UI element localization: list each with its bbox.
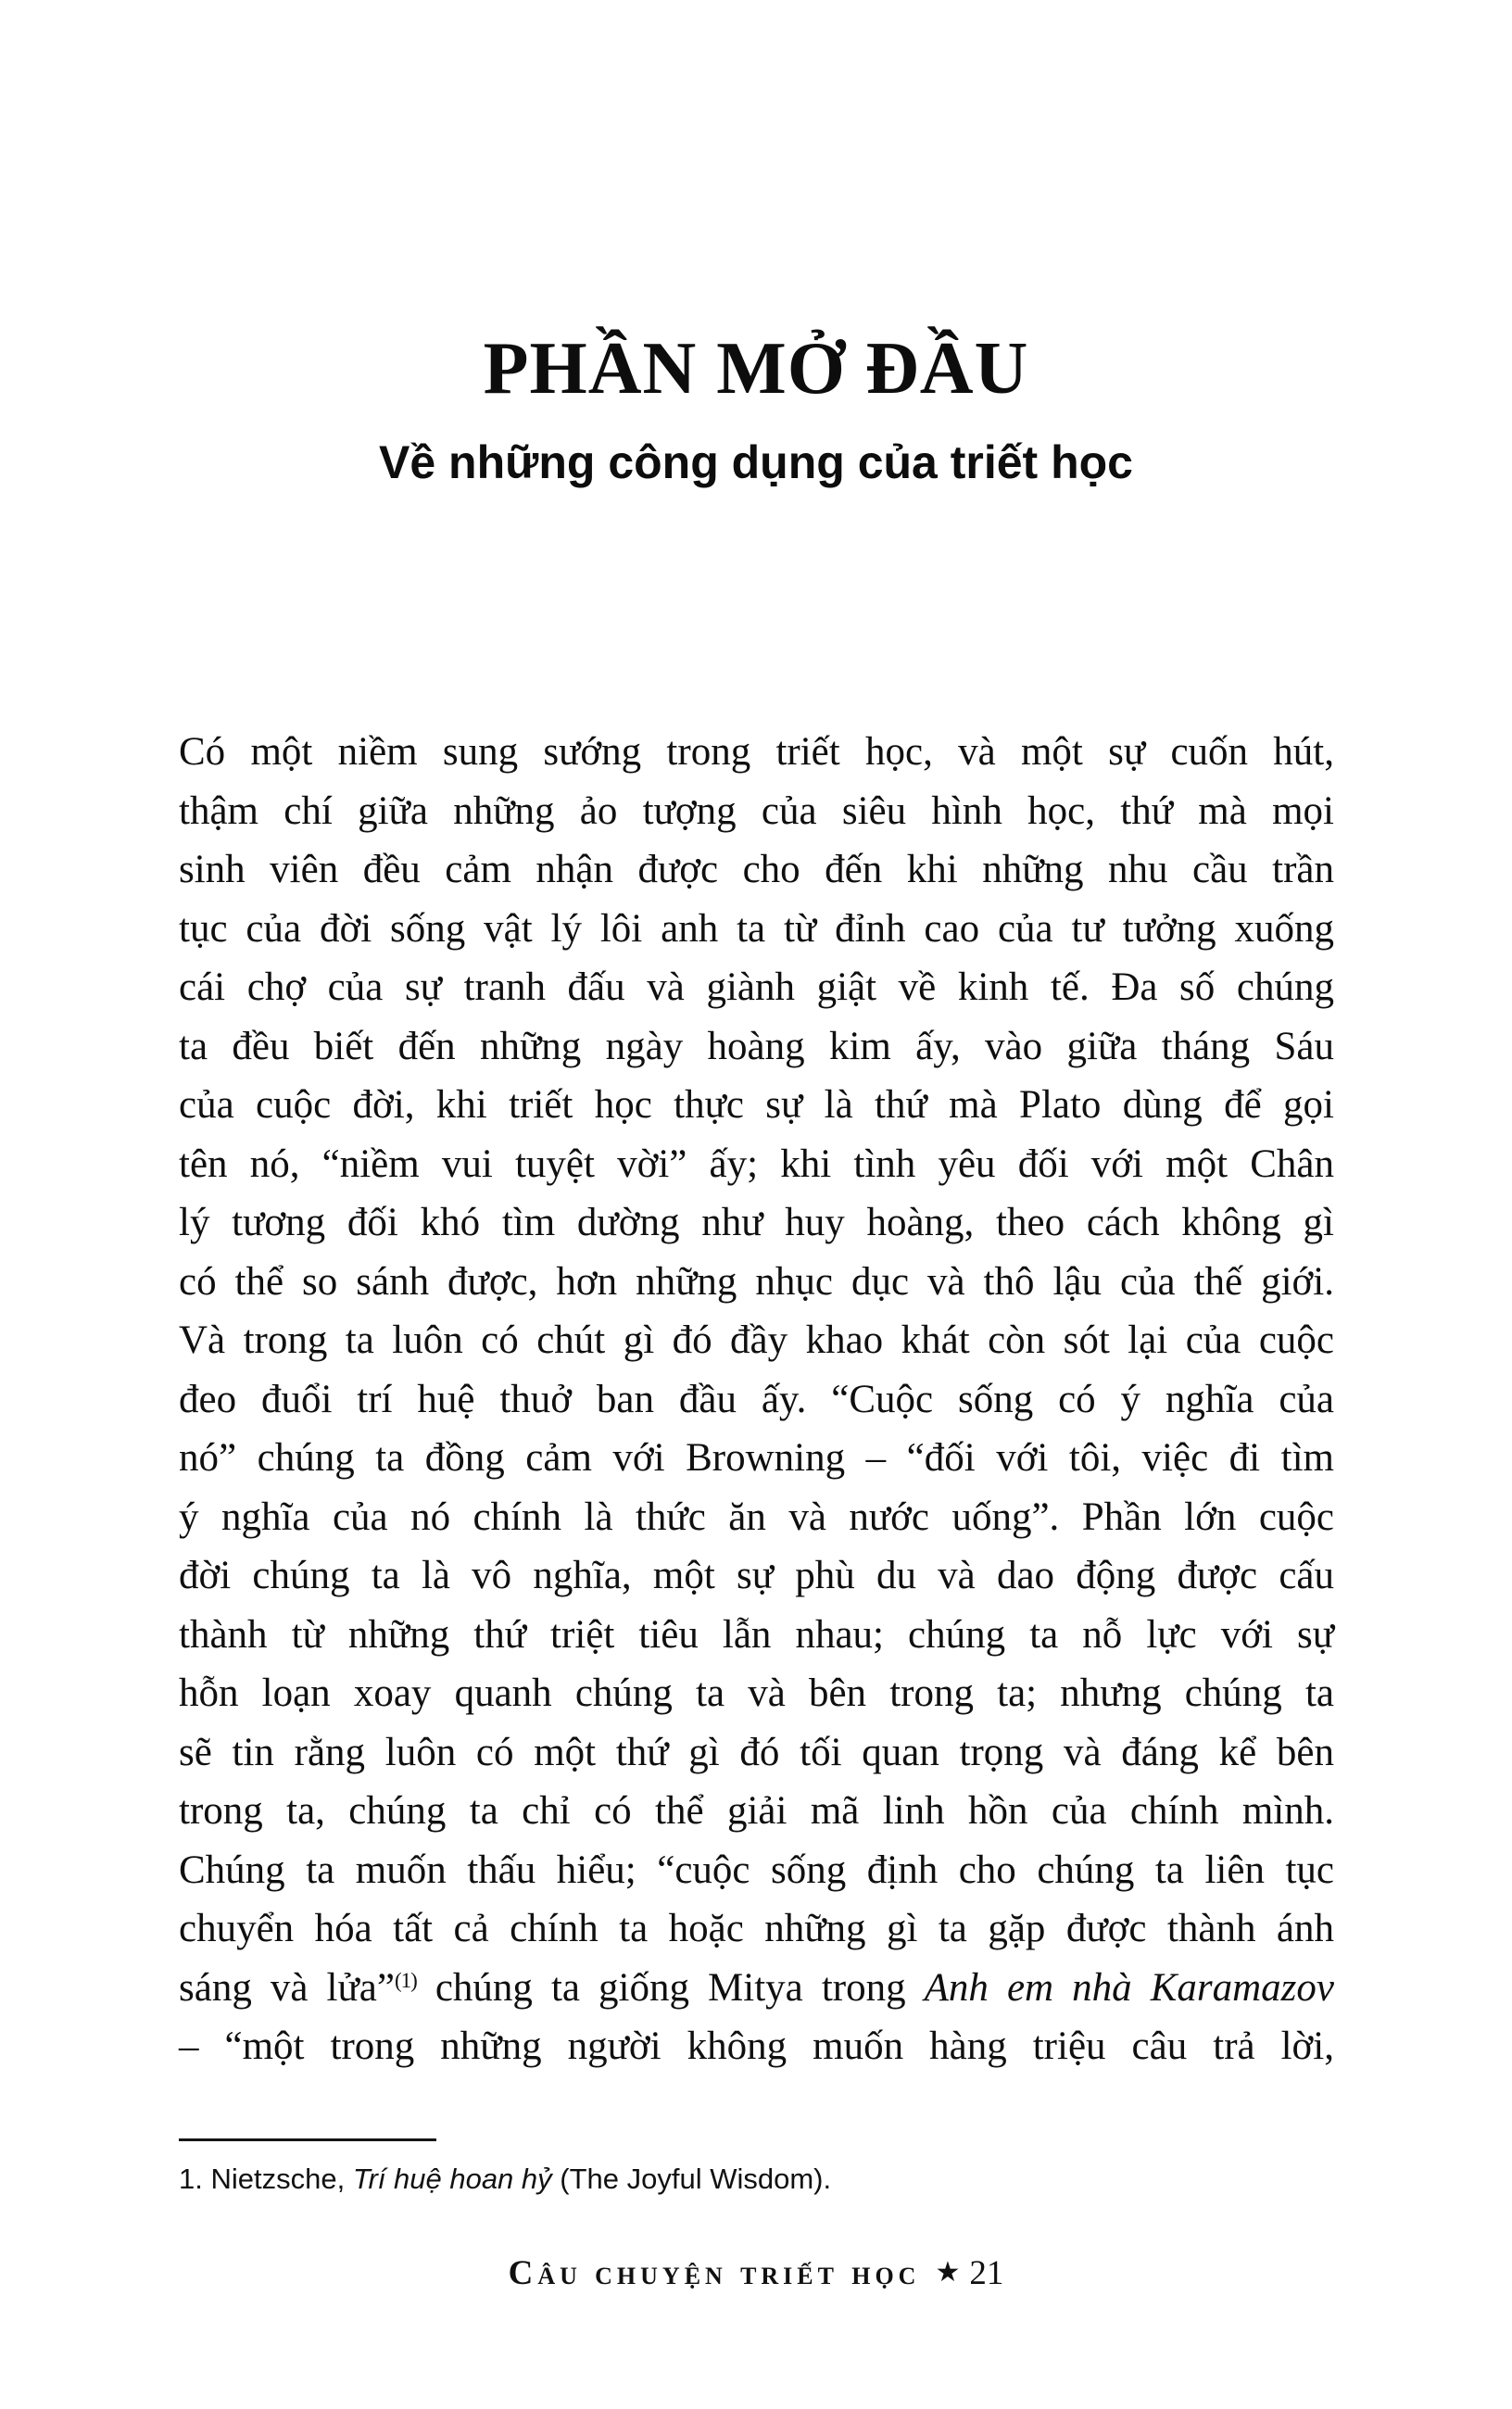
page-number: 21 — [969, 2254, 1004, 2292]
body-line: trong ta, chúng ta chỉ có thể giải mã linh hồn của chính mình. — [179, 1789, 1334, 1833]
body-text: sáng và lửa” — [179, 1965, 395, 2010]
body-line: có thể so sánh được, hơn những nhục dục và thô lậu của thế giới. — [179, 1259, 1334, 1304]
body-line: – “một trong những người không muốn hàng triệu câu trả lời, — [179, 2024, 1334, 2068]
page-subtitle: Về những công dụng của triết học — [379, 436, 1133, 488]
body-line: lý tương đối khó tìm dường như huy hoàng, theo cách không gì — [179, 1201, 1334, 1244]
body-line: đeo đuổi trí huệ thuở ban đầu ấy. “Cuộc sống có ý nghĩa của — [179, 1377, 1334, 1421]
body-paragraph — [179, 723, 1334, 2076]
body-line: cái chợ của sự tranh đấu và giành giật về kinh tế. Đa số chúng — [179, 965, 1334, 1009]
body-line: Có một niềm sung sướng trong triết học, và một sự cuốn hút, — [179, 730, 1334, 774]
body-line: ý nghĩa của nó chính là thức ăn và nước uống”. Phần lớn cuộc — [179, 1495, 1334, 1539]
body-line: Và trong ta luôn có chút gì đó đầy khao khát còn sót lại của cuộc — [179, 1318, 1334, 1362]
body-line: ta đều biết đến những ngày hoàng kim ấy, vào giữa tháng Sáu — [179, 1024, 1334, 1068]
book-title-italic: Anh em nhà Karamazov — [924, 1965, 1334, 2010]
running-footer — [0, 2253, 1512, 2293]
body-line: sẽ tin rằng luôn có một thứ gì đó tối quan trọng và đáng kể bên — [179, 1730, 1334, 1774]
footnote-divider — [179, 2138, 436, 2141]
body-line: hỗn loạn xoay quanh chúng ta và bên trong ta; nhưng chúng ta — [179, 1671, 1334, 1715]
body-line: đời chúng ta là vô nghĩa, một sự phù du và dao động được cấu — [179, 1554, 1334, 1597]
footnote-marker: 1. Nietzsche, — [179, 2163, 353, 2195]
body-line: Chúng ta muốn thấu hiểu; “cuộc sống định cho chúng ta liên tục — [179, 1848, 1334, 1892]
footnote-work-title: Trí huệ hoan hỷ — [352, 2163, 552, 2195]
page-title: PHẦN MỞ ĐẦU — [483, 328, 1029, 410]
body-line: thành từ những thứ triệt tiêu lẫn nhau; chúng ta nỗ lực với sự — [179, 1612, 1334, 1657]
footnote — [179, 2161, 1334, 2198]
footnote-reference: (1) — [394, 1968, 417, 1992]
body-line: tên nó, “niềm vui tuyệt vời” ấy; khi tình yêu đối với một Chân — [179, 1141, 1334, 1186]
footnote-text: (The Joyful Wisdom). — [551, 2163, 832, 2195]
body-line: chuyển hóa tất cả chính ta hoặc những gì ta gặp được thành ánh — [179, 1907, 1334, 1950]
body-line: nó” chúng ta đồng cảm với Browning – “đối với tôi, việc đi tìm — [179, 1436, 1334, 1480]
body-line: của cuộc đời, khi triết học thực sự là thứ mà Plato dùng để gọi — [179, 1083, 1334, 1127]
body-line: tục của đời sống vật lý lôi anh ta từ đỉnh cao của tư tưởng xuống — [179, 906, 1334, 951]
running-footer-book-title: Câu chuyện triết học — [508, 2254, 921, 2292]
body-line — [179, 1959, 1334, 2018]
body-line: sinh viên đều cảm nhận được cho đến khi những nhu cầu trần — [179, 848, 1334, 891]
body-line: thậm chí giữa những ảo tượng của siêu hình học, thứ mà mọi — [179, 788, 1334, 833]
star-icon: ★ — [935, 2257, 961, 2288]
body-text: chúng ta giống Mitya trong — [416, 1965, 925, 2010]
